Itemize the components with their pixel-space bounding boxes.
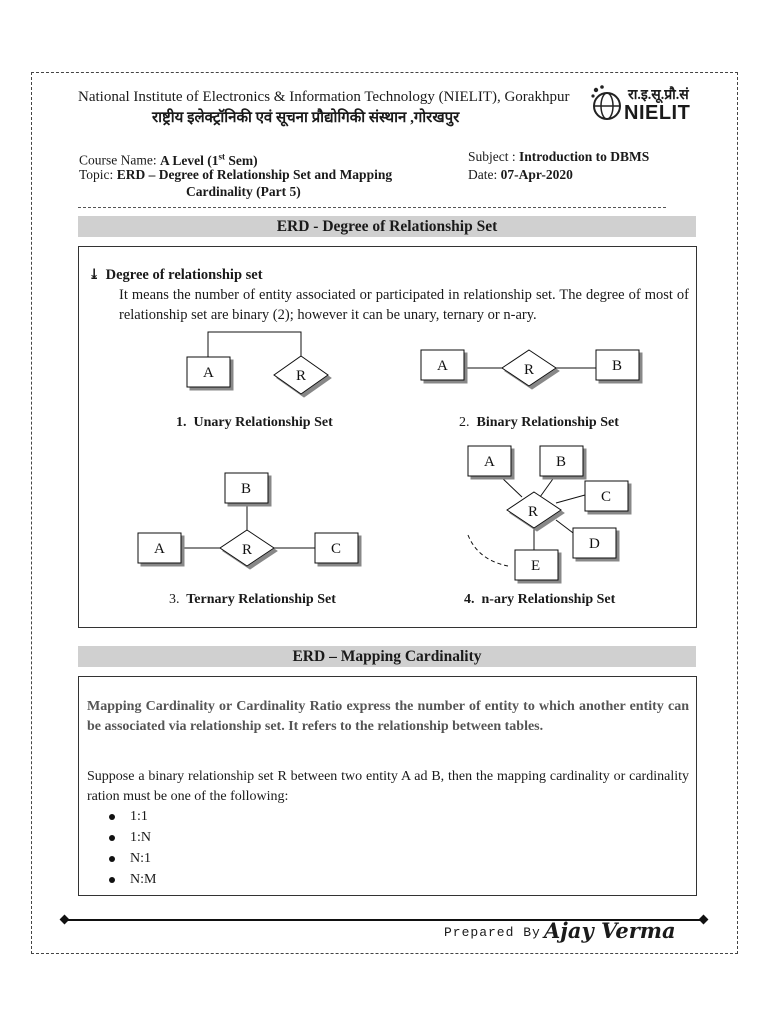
svg-text:A: A (484, 454, 495, 470)
logo-english-text: NIELIT (624, 102, 691, 124)
svg-text:R: R (524, 362, 535, 378)
cardinality-suppose: Suppose a binary relationship set R between two entity A ad B, then the mapping cardinality or cardinality ration must be one of the following: (87, 769, 689, 804)
subject: Subject : Introduction to DBMS (468, 149, 650, 164)
svg-text:B: B (241, 481, 252, 497)
svg-text:B: B (612, 358, 623, 374)
topic: Topic: ERD – Degree of Relationship Set and Mapping (79, 167, 393, 182)
arrow-bullet-icon: ⤓ (88, 267, 101, 283)
section-title-degree: ERD - Degree of Relationship Set (78, 216, 696, 237)
topic-line2: Cardinality (Part 5) (186, 184, 301, 199)
caption-ternary: 3. Ternary Relationship Set (169, 592, 336, 607)
list-item: 1:1 (108, 806, 156, 827)
bullet-heading: ⤓ Degree of relationship set (88, 267, 263, 283)
caption-nary: 4. n-ary Relationship Set (464, 592, 616, 607)
cardinality-definition: Mapping Cardinality or Cardinality Ratio express the number of entity to which another entity can be associated via relationship set. It refers to the relationship between tables. (87, 699, 689, 734)
svg-text:A: A (154, 541, 165, 557)
cardinality-list (108, 806, 156, 890)
list-item: 1:N (108, 827, 156, 848)
svg-text:R: R (242, 542, 253, 558)
date: Date: 07-Apr-2020 (468, 167, 573, 182)
degree-paragraph: It means the number of entity associated or participated in relationship set. The degree of most of relationship set are binary (2); however it can be unary, ternary or n-ary. (119, 287, 689, 323)
svg-text:E: E (531, 558, 541, 574)
course-name: Course Name: A Level (1st Sem) (79, 151, 258, 168)
unary-diagram (187, 332, 328, 394)
svg-text:B: B (556, 454, 567, 470)
institute-name-hindi: राष्ट्रीय इलेक्ट्रॉनिकी एवं सूचना प्रौद्योगिकी संस्थान ,गोरखपुर (152, 110, 460, 126)
list-item: N:1 (108, 848, 156, 869)
logo-hindi-text: रा.इ.सू.प्रौ.सं (628, 88, 689, 103)
prepared-by-label: Prepared By (444, 925, 541, 940)
svg-text:A: A (437, 358, 448, 374)
svg-text:D: D (589, 536, 600, 552)
list-item: N:M (108, 869, 156, 890)
nary-diagram (468, 446, 628, 580)
section-title-cardinality: ERD – Mapping Cardinality (78, 646, 696, 667)
author-signature: Ajay Verma (544, 918, 676, 943)
svg-text:A: A (203, 365, 214, 381)
institute-name-english: National Institute of Electronics & Information Technology (NIELIT), Gorakhpur (78, 89, 570, 105)
caption-binary: 2. Binary Relationship Set (459, 415, 619, 430)
svg-text:C: C (601, 489, 612, 505)
binary-diagram (421, 350, 639, 386)
ternary-diagram (138, 473, 358, 566)
caption-unary: 1. Unary Relationship Set (176, 415, 333, 430)
svg-text:R: R (296, 368, 307, 384)
svg-text:R: R (528, 504, 539, 520)
svg-text:C: C (331, 541, 342, 557)
